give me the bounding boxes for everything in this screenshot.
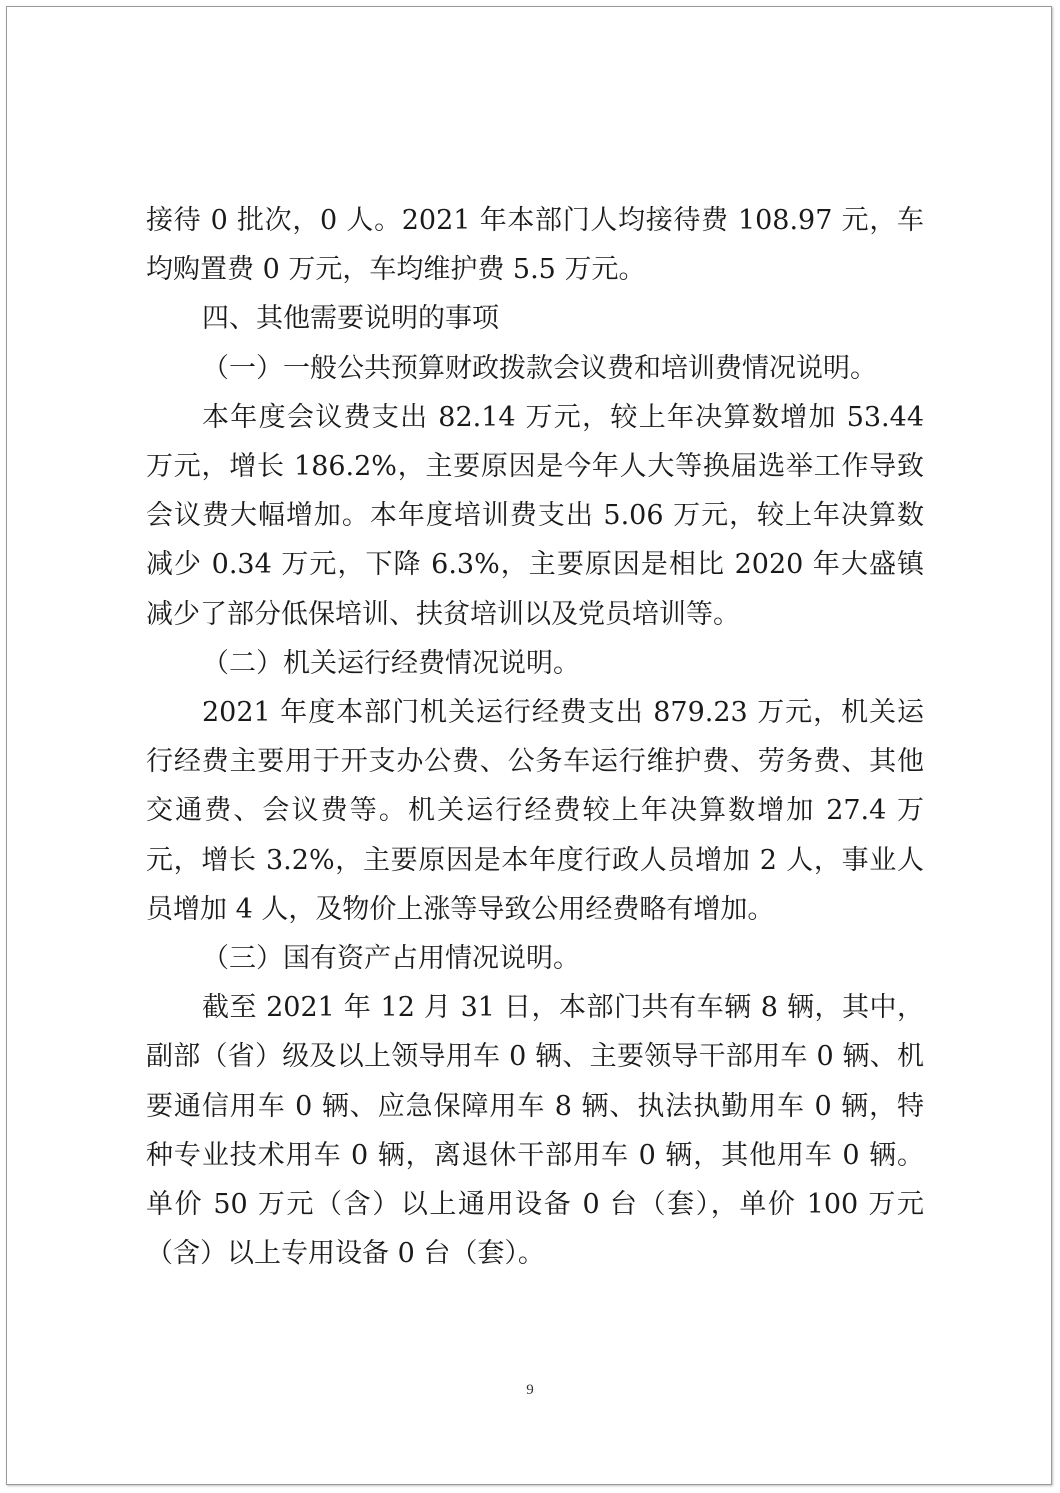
paragraph-state-assets: 截至 2021 年 12 月 31 日，本部门共有车辆 8 辆，其中，副部（省）级及以上领导用车 0 辆、主要领导干部用车 0 辆、机要通信用车 0 辆、应急保障用车 8 辆、执法执勤用车 0 辆，特种专业技术用车 0 辆，离退休干部用车 0 辆，其他用车 0 辆。单价 50 万元（含）以上通用设备 0 台（套），单价 100 万元（含）以上专用设备 0 台（套）。 bbox=[146, 992, 924, 1270]
section-heading-other-matters: 四、其他需要说明的事项 bbox=[202, 303, 499, 335]
document-body bbox=[146, 196, 924, 1278]
subheading-state-assets: （三）国有资产占用情况说明。 bbox=[202, 943, 580, 975]
page-number: 9 bbox=[526, 1382, 534, 1398]
subheading-operating-expenses: （二）机关运行经费情况说明。 bbox=[202, 647, 580, 679]
paragraph-reception-stats: 接待 0 批次，0 人。2021 年本部门人均接待费 108.97 元，车均购置费 0 万元，车均维护费 5.5 万元。 bbox=[146, 205, 924, 286]
subheading-meeting-training-fees: （一）一般公共预算财政拨款会议费和培训费情况说明。 bbox=[202, 352, 877, 384]
paragraph-meeting-training-fees: 本年度会议费支出 82.14 万元，较上年决算数增加 53.44 万元，增长 186.2%，主要原因是今年人大等换届选举工作导致会议费大幅增加。本年度培训费支出 5.06 万元，较上年决算数减少 0.34 万元，下降 6.3%，主要原因是相比 2020 年大盛镇减少了部分低保培训、扶贫培训以及党员培训等。 bbox=[146, 401, 924, 630]
paragraph-operating-expenses: 2021 年度本部门机关运行经费支出 879.23 万元，机关运行经费主要用于开支办公费、公务车运行维护费、劳务费、其他交通费、会议费等。机关运行经费较上年决算数增加 27.4 万元，增长 3.2%，主要原因是本年度行政人员增加 2 人，事业人员增加 4 人，及物价上涨等导致公用经费略有增加。 bbox=[146, 697, 924, 925]
